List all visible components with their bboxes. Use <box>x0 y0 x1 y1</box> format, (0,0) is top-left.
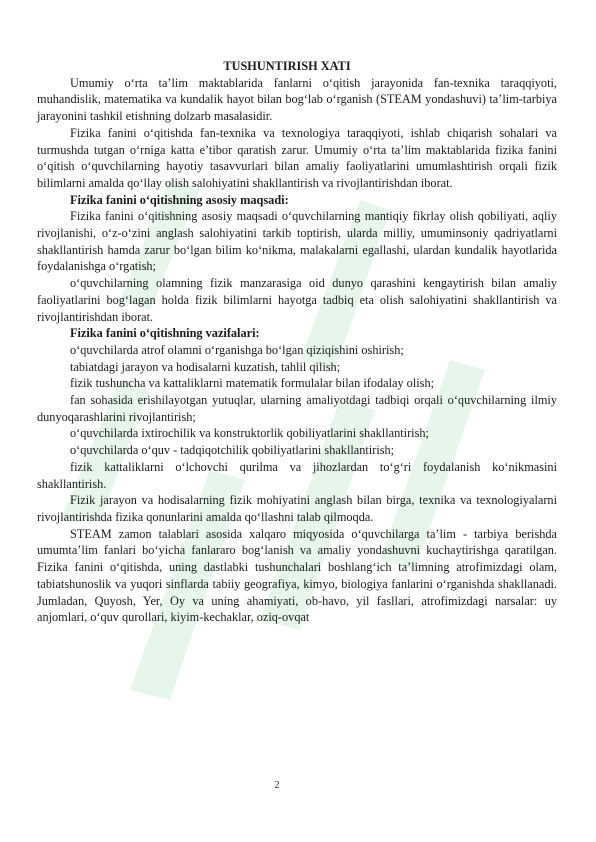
task-item: o‘quvchilarda ixtirochilik va konstruktorlik qobiliyatlarini shakllantirish; <box>70 426 429 441</box>
task-item: tabiatdagi jarayon va hodisalarni kuzatish, tahlil qilish; <box>70 359 341 374</box>
paragraph-steam: STEAM zamon talablari asosida xalqaro miqyosida o‘quvchilarga ta’lim - tarbiya berishda umumta’lim fanlari bo‘yicha fanlararo bog‘lanish va amaliy yondashuvni kuchaytirishga qaratilgan. Fizika fanini o‘qitishda, uning dastlabki tushunchalari boshlang‘ich ta’limning atrofimizdagi olam, tabiatshunoslik va yuqori sinflarda tabiiy geografiya, kimyo, biologiya fanlarini o‘rganishda shakllanadi. Jumladan, Quyosh, Yer, Oy va uning ahamiyati, ob-havo, yil fasllari, atrofimizdagi narsalar: uy anjomlari, o‘quv qurollari, kiyim-kechaklar, oziq-ovqat <box>37 526 557 625</box>
paragraph-physics-teaching: Fizika fanini o‘qitishda fan-texnika va texnologiya taraqqiyoti, ishlab chiqarish sohalari va turmushda tutgan o‘rniga katta e’tibor qaratish zarur. Umumiy o‘rta ta’lim maktablarida fizika fanini o‘qitish o‘quvchilarning hayotiy tasavvurlari bilan amaliy faoliyatlarini umumlashtirish orqali fizik bilimlarni amalda qo‘llay olish salohiyatini shakllantirish va rivojlantirishdan iborat. <box>37 125 557 190</box>
heading-main-goal: Fizika fanini o‘qitishning asosiy maqsadi: <box>70 192 289 207</box>
document-body <box>37 58 557 626</box>
heading-tasks: Fizika fanini o‘qitishning vazifalari: <box>70 326 260 341</box>
task-item: fizik tushuncha va kattaliklarni matematik formulalar bilan ifodalay olish; <box>70 376 435 391</box>
paragraph-worldview: o‘quvchilarning olamning fizik manzarasiga oid dunyo qarashini kengaytirish bilan amaliy faoliyatlarini bog‘lagan holda fizik bilimlarni hayotga tadbiq eta olish salohiyatini shakllantirish va rivojlantirishdan iborat. <box>37 276 557 324</box>
document-title: TUSHUNTIRISH XATI <box>223 59 351 73</box>
paragraph-intro: Umumiy o‘rta ta’lim maktablarida fanlarni o‘qitish jarayonida fan-texnika taraqqiyoti, muhandislik, matematika va kundalik hayot bilan bog‘lab o‘rganish (STEAM yondashuvi) ta’lim-tarbiya jarayonini tashkil etishning dolzarb masalasidir. <box>37 75 557 124</box>
paragraph-main-goal: Fizika fanini o‘qitishning asosiy maqsadi o‘quvchilarning mantiqiy fikrlay olish qobiliyati, aqliy rivojlanishi, o‘z-o‘zini anglash salohiyatini tarkib toptirish, ularda milliy, umuminsoniy qadriyatlarni shakllantirish hamda zarur bo‘lgan bilim ko‘nikma, malakalarni egallashi, ulardan kundalik hayotlarida foydalanishga o‘rgatish; <box>37 209 557 274</box>
task-item: fan sohasida erishilayotgan yutuqlar, ularning amaliyotdagi tadbiqi orqali o‘quvchilarning ilmiy dunyoqarashlarini rivojlantirish; <box>37 393 557 424</box>
page-number: 2 <box>274 780 280 791</box>
task-item: o‘quvchilarda o‘quv - tadqiqotchilik qobiliyatlarini shakllantirish; <box>70 443 395 458</box>
task-item: o‘quvchilarda atrof olamni o‘rganishga bo‘lgan qiziqishini oshirish; <box>70 342 404 357</box>
paragraph-physics-laws: Fizik jarayon va hodisalarning fizik mohiyatini anglash bilan birga, texnika va texnologiyalarni rivojlantirishda fizika qonunlarini amalda qo‘llashni talab qilmoqda. <box>37 493 557 524</box>
task-item: fizik kattaliklarni o‘lchovchi qurilma va jihozlardan to‘g‘ri foydalanish ko‘nikmasini shakllantirish. <box>37 459 557 491</box>
